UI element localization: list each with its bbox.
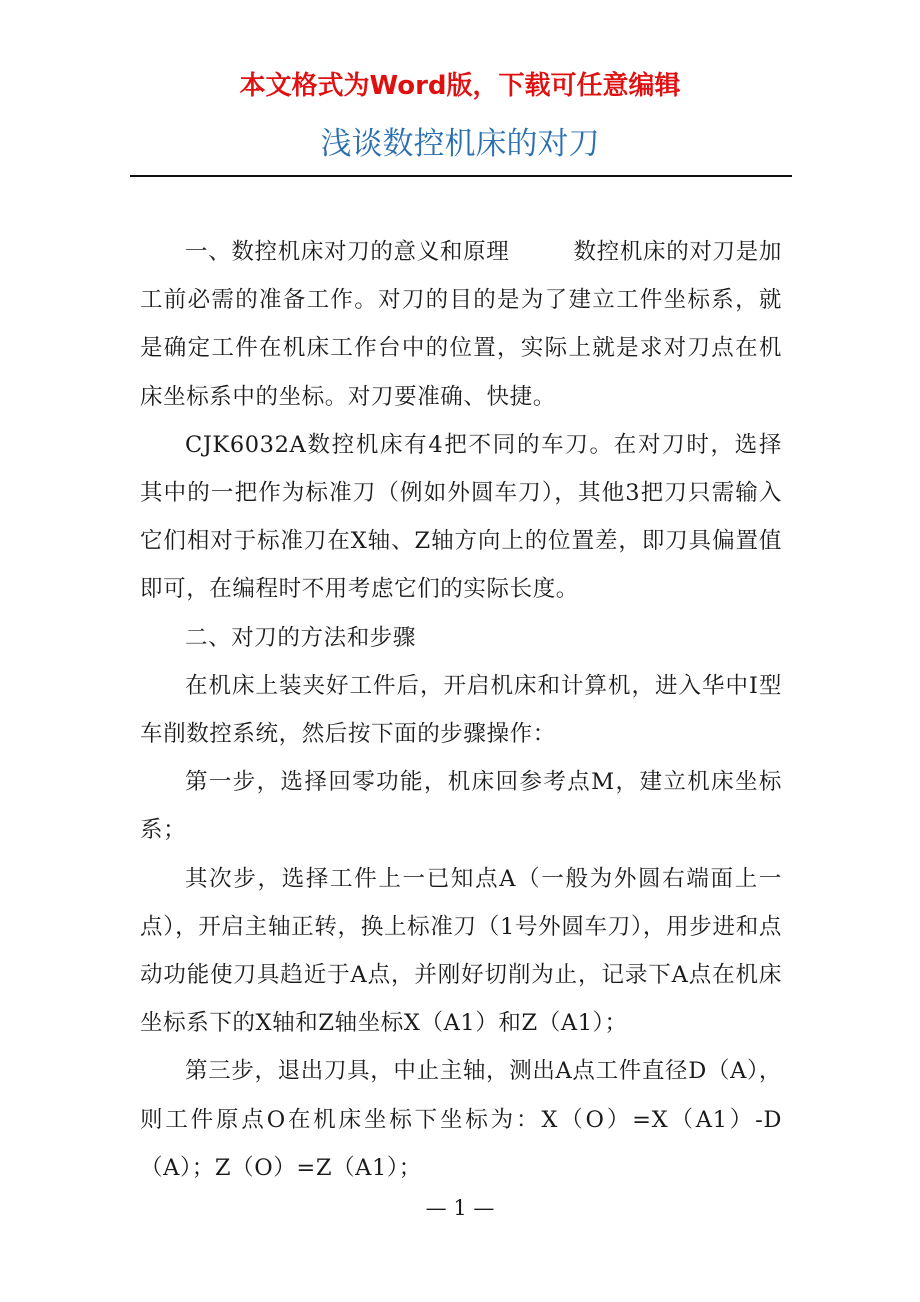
document-body	[140, 228, 782, 1192]
paragraph-2: CJK6032A数控机床有4把不同的车刀。在对刀时，选择其中的一把作为标准刀（例如外圆车刀），其他3把刀只需输入它们相对于标准刀在X轴、Z轴方向上的位置差，即刀具偏置值即可，在编程时不用考虑它们的实际长度。	[140, 431, 782, 603]
page-number: — 1 —	[425, 1196, 495, 1220]
title-divider	[130, 175, 792, 177]
section-heading-1: 一、数控机床对刀的意义和原理	[185, 239, 510, 265]
document-title: 浅谈数控机床的对刀	[320, 126, 600, 162]
section-heading-2: 二、对刀的方法和步骤	[185, 624, 417, 651]
paragraph-5: 第一步，选择回零功能，机床回参考点M，建立机床坐标系；	[140, 769, 782, 844]
format-banner: 本文格式为Word版，下载可任意编辑	[239, 71, 681, 101]
paragraph-1	[140, 228, 782, 421]
paragraph-6: 其次步，选择工件上一已知点A（一般为外圆右端面上一点），开启主轴正转，换上标准刀（1号外圆车刀），用步进和点动功能使刀具趋近于A点，并刚好切削为止，记录下A点在机床坐标系下的X轴和Z轴坐标X（A1）和Z（A1）；	[140, 865, 782, 1037]
paragraph-1-text: 数控机床的对刀是加工前必需的准备工作。对刀的目的是为了建立工件坐标系，就是确定工件在机床工作台中的位置，实际上就是求对刀点在机床坐标系中的坐标。对刀要准确、快捷。	[140, 239, 782, 410]
paragraph-7: 第三步，退出刀具，中止主轴，测出A点工件直径D（A），则工件原点O在机床坐标下坐标为：X（O）=X（A1）-D（A）；Z（O）=Z（A1）；	[140, 1058, 782, 1181]
paragraph-4: 在机床上装夹好工件后，开启机床和计算机，进入华中I型车削数控系统，然后按下面的步骤操作：	[140, 672, 782, 748]
